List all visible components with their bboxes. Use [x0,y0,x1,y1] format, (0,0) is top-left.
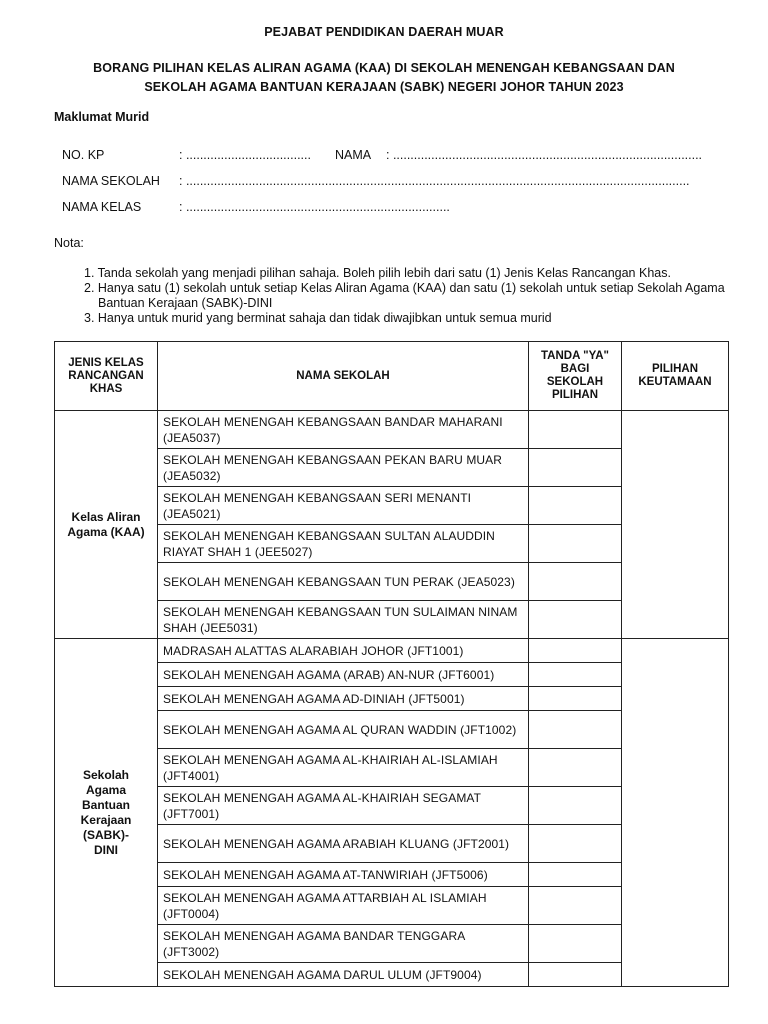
tanda-ya-cell[interactable] [529,863,622,887]
tanda-ya-cell[interactable] [529,925,622,963]
student-info-heading: Maklumat Murid [54,110,150,124]
tanda-ya-cell[interactable] [529,749,622,787]
notes-heading: Nota: [54,236,84,250]
school-choice-table [54,341,729,987]
header-tanda-ya: TANDA "YA" BAGI SEKOLAH PILIHAN [529,342,622,411]
table-row [55,411,729,449]
school-name-cell: SEKOLAH MENENGAH AGAMA ATTARBIAH AL ISLAMIAH (JFT0004) [158,887,529,925]
table-body [55,411,729,987]
nama-kelas-field[interactable]: : ............................................................................ [179,200,450,214]
tanda-ya-cell[interactable] [529,525,622,563]
note-item: 3. Hanya untuk murid yang berminat sahaja dan tidak diwajibkan untuk semua murid [84,311,552,325]
school-name-cell: SEKOLAH MENENGAH KEBANGSAAN SERI MENANTI (JEA5021) [158,487,529,525]
header-nama-sekolah: NAMA SEKOLAH [158,342,529,411]
tanda-ya-cell[interactable] [529,887,622,925]
school-name-cell: SEKOLAH MENENGAH KEBANGSAAN BANDAR MAHARANI (JEA5037) [158,411,529,449]
header-jenis-kelas: JENIS KELAS RANCANGAN KHAS [55,342,158,411]
tanda-ya-cell[interactable] [529,787,622,825]
tanda-ya-cell[interactable] [529,449,622,487]
school-name-cell: SEKOLAH MENENGAH AGAMA AL QURAN WADDIN (JFT1002) [158,711,529,749]
table-row [55,639,729,663]
nama-sekolah-field[interactable]: : ................................................................................................................................................. [179,174,690,188]
school-name-cell: SEKOLAH MENENGAH AGAMA (ARAB) AN-NUR (JFT6001) [158,663,529,687]
school-name-cell: SEKOLAH MENENGAH AGAMA ARABIAH KLUANG (JFT2001) [158,825,529,863]
office-title: PEJABAT PENDIDIKAN DAERAH MUAR [264,25,504,39]
tanda-ya-cell[interactable] [529,563,622,601]
no-kp-label: NO. KP [62,148,105,162]
tanda-ya-cell[interactable] [529,411,622,449]
school-name-cell: SEKOLAH MENENGAH AGAMA BANDAR TENGGARA (JFT3002) [158,925,529,963]
pilihan-keutamaan-cell[interactable] [622,411,729,639]
category-cell: Sekolah Agama Bantuan Kerajaan (SABK)-DINI [55,639,158,987]
school-name-cell: MADRASAH ALATTAS ALARABIAH JOHOR (JFT1001) [158,639,529,663]
pilihan-keutamaan-cell[interactable] [622,639,729,987]
header-pilihan-keutamaan: PILIHAN KEUTAMAAN [622,342,729,411]
nama-field[interactable]: : ......................................................................................... [386,148,703,162]
note-item: 2. Hanya satu (1) sekolah untuk setiap Kelas Aliran Agama (KAA) dan satu (1) sekolah untuk setiap Sekolah Agama Bantuan Kerajaan (SABK)-DINI [84,281,725,310]
tanda-ya-cell[interactable] [529,963,622,987]
nama-sekolah-label: NAMA SEKOLAH [62,174,160,188]
tanda-ya-cell[interactable] [529,663,622,687]
tanda-ya-cell[interactable] [529,711,622,749]
form-title-line1: BORANG PILIHAN KELAS ALIRAN AGAMA (KAA) DI SEKOLAH MENENGAH KEBANGSAAN DAN [93,61,675,75]
school-name-cell: SEKOLAH MENENGAH AGAMA AT-TANWIRIAH (JFT5006) [158,863,529,887]
school-name-cell: SEKOLAH MENENGAH KEBANGSAAN TUN SULAIMAN NINAM SHAH (JEE5031) [158,601,529,639]
school-name-cell: SEKOLAH MENENGAH AGAMA AD-DINIAH (JFT5001) [158,687,529,711]
tanda-ya-cell[interactable] [529,825,622,863]
no-kp-field[interactable]: : .................................... [179,148,311,162]
tanda-ya-cell[interactable] [529,601,622,639]
school-name-cell: SEKOLAH MENENGAH AGAMA AL-KHAIRIAH SEGAMAT (JFT7001) [158,787,529,825]
form-title-line2: SEKOLAH AGAMA BANTUAN KERAJAAN (SABK) NEGERI JOHOR TAHUN 2023 [144,80,624,94]
tanda-ya-cell[interactable] [529,487,622,525]
notes-list [84,266,734,326]
category-cell: Kelas Aliran Agama (KAA) [55,411,158,639]
note-item: 1. Tanda sekolah yang menjadi pilihan sahaja. Boleh pilih lebih dari satu (1) Jenis Kelas Rancangan Khas. [84,266,671,280]
nama-label: NAMA [335,148,372,162]
school-name-cell: SEKOLAH MENENGAH KEBANGSAAN SULTAN ALAUDDIN RIAYAT SHAH 1 (JEE5027) [158,525,529,563]
nama-kelas-label: NAMA KELAS [62,200,142,214]
school-name-cell: SEKOLAH MENENGAH KEBANGSAAN PEKAN BARU MUAR (JEA5032) [158,449,529,487]
tanda-ya-cell[interactable] [529,687,622,711]
school-name-cell: SEKOLAH MENENGAH AGAMA AL-KHAIRIAH AL-ISLAMIAH (JFT4001) [158,749,529,787]
school-name-cell: SEKOLAH MENENGAH KEBANGSAAN TUN PERAK (JEA5023) [158,563,529,601]
tanda-ya-cell[interactable] [529,639,622,663]
school-name-cell: SEKOLAH MENENGAH AGAMA DARUL ULUM (JFT9004) [158,963,529,987]
